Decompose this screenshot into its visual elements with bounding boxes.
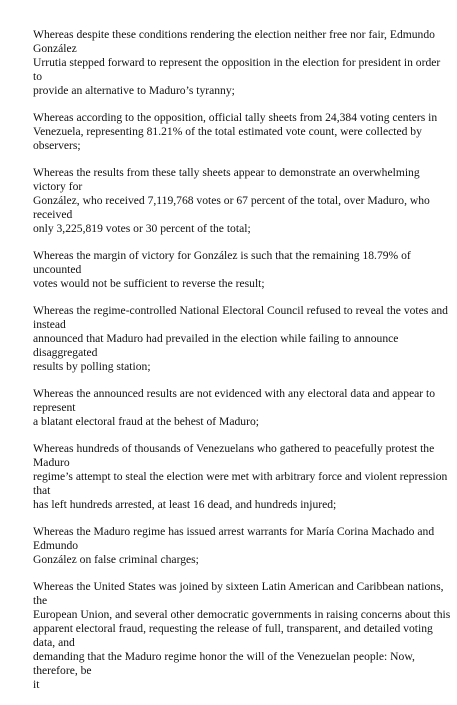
whereas-paragraph-6: Whereas the announced results are not evidenced with any electoral data and appear to represent a blatant electoral fraud at the behest of Maduro; (33, 387, 436, 428)
whereas-paragraph-2: Whereas according to the opposition, official tally sheets from 24,384 voting centers in Venezuela, representing 81.21% of the total estimated vote count, were collected by observers; (33, 111, 438, 152)
whereas-paragraph-7: Whereas hundreds of thousands of Venezuelans who gathered to peacefully protest the Maduro regime’s attempt to steal the election were met with arbitrary force and violent repression that has left hundreds arrested, at least 16 dead, and hundreds injured; (33, 442, 448, 511)
document-body (33, 28, 451, 705)
whereas-paragraph-1: Whereas despite these conditions rendering the election neither free nor fair, Edmundo González Urrutia stepped forward to represent the opposition in the election for president in order to provide an alternative to Maduro’s tyranny; (33, 28, 441, 97)
whereas-paragraph-8: Whereas the Maduro regime has issued arrest warrants for María Corina Machado and Edmundo González on false criminal charges; (33, 525, 435, 566)
whereas-paragraph-3: Whereas the results from these tally sheets appear to demonstrate an overwhelming victory for González, who received 7,119,768 votes or 67 percent of the total, over Maduro, who received only 3,225,819 votes or 30 percent of the total; (33, 166, 430, 235)
whereas-paragraph-9: Whereas the United States was joined by sixteen Latin American and Caribbean nations, the European Union, and several other democratic governments in raising concerns about this apparent electoral fraud, requesting the release of full, transparent, and detailed voting data, and demanding that the Maduro regime honor the will of the Venezuelan people: Now, therefore, be it (33, 580, 451, 691)
whereas-paragraph-5: Whereas the regime-controlled National Electoral Council refused to reveal the votes and instead announced that Maduro had prevailed in the election while failing to announce disaggregated results by polling station; (33, 304, 448, 373)
whereas-paragraph-4: Whereas the margin of victory for González is such that the remaining 18.79% of uncounted votes would not be sufficient to reverse the result; (33, 249, 411, 290)
